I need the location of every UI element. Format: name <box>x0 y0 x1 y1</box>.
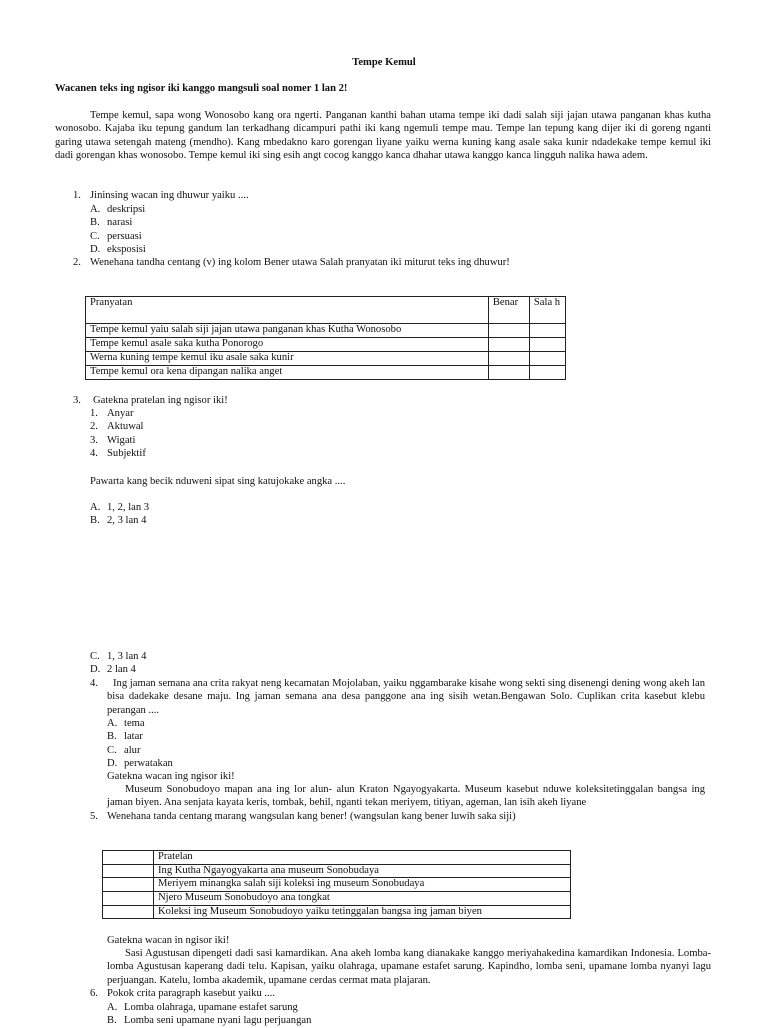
table-row <box>103 878 571 892</box>
q1-option-d[interactable]: D. eksposisi <box>90 243 146 255</box>
table-row <box>86 324 566 338</box>
list-item: 2. Aktuwal <box>90 421 144 433</box>
table-row <box>86 366 566 380</box>
q3-items <box>90 407 290 460</box>
list-item: 4. Subjektif <box>90 447 146 459</box>
passage-1: Tempe kemul, sapa wong Wonosobo kang ora ngerti. Panganan kanthi bahan utama tempe iki dadi salah siji jajan utawa panganan khas kutha wonosobo. Kajaba iku tepung gandum lan terkadhang dicampuri pathi iki kang ngemuli tempe mau. Tempe lan tepung kang dijer iki di goreng nganti garing utawa setengah mateng (mendho). Kang mbedakno karo gorengan liyane yaiku werna kuning kang asale saka kunir ndadekake tempe kemul iki dadi gorengan khas wonosobo. Tempe kemul iki sing esih angt cocog kanggo kanca dhahar utawa kanggo kanca lingguh nalika hawa adem. <box>55 110 711 161</box>
q3-text: Gatekna pratelan ing ngisor iki! <box>93 395 228 406</box>
table-cell-check[interactable] <box>103 892 154 906</box>
table-header-statement: Pranyatan <box>86 297 489 324</box>
q3-option-d[interactable]: D. 2 lan 4 <box>90 664 136 676</box>
table-row <box>86 352 566 366</box>
q6-text: Pokok crita paragraph kasebut yaiku .... <box>107 988 275 999</box>
table-cell-statement: Tempe kemul yaiu salah siji jajan utawa panganan khas Kutha Wonosobo <box>86 324 489 338</box>
passage-2: Museum Sonobudoyo mapan ana ing lor alun- alun Kraton Ngayogyakarta. Museum kasebut nduwe koleksitetinggalan bangsa ing jaman biyen. Ana senjata kayata keris, tombak, behil, nganti tekan meriyem, titiyan, ageman, lan isih akeh liyane <box>107 784 705 809</box>
q6-option-a[interactable]: A. Lomba olahraga, upamane estafet sarung <box>107 1002 298 1013</box>
instruction-2: Gatekna wacan ing ngisor iki! <box>107 771 235 782</box>
q4-option-d[interactable]: D. perwatakan <box>107 757 173 769</box>
table-row <box>103 864 571 878</box>
q4-option-a[interactable]: A. tema <box>107 718 145 729</box>
q3-option-a[interactable]: A. 1, 2, lan 3 <box>90 502 150 513</box>
q4-option-b[interactable]: B. latar <box>107 731 143 743</box>
list-item: 1. Anyar <box>90 408 134 419</box>
table-cell-statement: Koleksi ing Museum Sonobudoyo yaiku tetinggalan bangsa ing jaman biyen <box>154 905 571 919</box>
statement-table-2 <box>102 850 571 919</box>
table-cell-benar[interactable] <box>488 338 529 352</box>
q5-text: Wenehana tanda centang marang wangsulan kang bener! (wangsulan kang bener luwih saka siji) <box>107 811 516 822</box>
table-row <box>103 905 571 919</box>
table-header-row <box>86 297 566 324</box>
table-header-salah: Sala h <box>529 297 565 324</box>
q4-text: Ing jaman semana ana crita rakyat neng kecamatan Mojolaban, yaiku nggambarake kisahe wong sekti sing disenengi dening wong akeh lan bisa dadekake desane maju. Ing jaman semana ana desa panggone ana ing sisih wetan.Bengawan Solo. Cuplikan crita kasebut klebu perangan .... <box>107 678 705 716</box>
q6-number: 6. <box>90 988 98 999</box>
q4-options <box>107 717 307 770</box>
q1-option-b[interactable]: B. narasi <box>90 217 133 229</box>
table-cell-check[interactable] <box>103 878 154 892</box>
table-cell-check[interactable] <box>103 864 154 878</box>
instruction-1: Wacanen teks ing ngisor iki kanggo mangsuli soal nomer 1 lan 2! <box>55 83 348 94</box>
q1-option-a[interactable]: A. deskripsi <box>90 204 146 215</box>
instruction-3: Gatekna wacan in ngisor iki! <box>107 935 230 946</box>
q3-number: 3. <box>73 395 81 406</box>
table-cell-statement: Njero Museum Sonobudoyo ana tongkat <box>154 892 571 906</box>
passage-3: Sasi Agustusan dipengeti dadi sasi kamardikan. Ana akeh lomba kang dianakake kanggo meriyahakedina kamardikan Indonesia. Lomba- lomba Agustusan kaperang dadi telu. Kapisan, yaiku olahraga, upamane estafet sarung. Kapindho, lomba seni, upamane lomba nyanyi lagu perjuangan. Katelu, lomba akademik, upamane cerdas cermat mata plajaran. <box>107 948 711 986</box>
q3-option-b[interactable]: B. 2, 3 lan 4 <box>90 515 147 527</box>
q2-number: 2. <box>73 257 81 268</box>
q3-options-bottom <box>90 650 290 677</box>
q1-options <box>90 203 290 256</box>
list-item: 3. Wigati <box>90 434 136 446</box>
statement-table-1 <box>85 296 566 380</box>
table-cell-benar[interactable] <box>488 352 529 366</box>
table-header-row <box>103 851 571 865</box>
q1-text: Jininsing wacan ing dhuwur yaiku .... <box>90 190 249 201</box>
table-cell-salah[interactable] <box>529 366 565 380</box>
q4-number: 4. <box>90 678 98 689</box>
table-cell-salah[interactable] <box>529 324 565 338</box>
table-cell-benar[interactable] <box>488 324 529 338</box>
q5-number: 5. <box>90 811 98 822</box>
table-cell-statement: Tempe kemul asale saka kutha Ponorogo <box>86 338 489 352</box>
table-header-benar: Benar <box>488 297 529 324</box>
table-cell-statement: Werna kuning tempe kemul iku asale saka kunir <box>86 352 489 366</box>
q6-option-b[interactable]: B. Lomba seni upamane nyani lagu perjuangan <box>107 1015 312 1027</box>
q1-option-c[interactable]: C. persuasi <box>90 230 142 242</box>
table-cell-salah[interactable] <box>529 338 565 352</box>
page-title: Tempe Kemul <box>352 57 416 68</box>
table-cell-benar[interactable] <box>488 366 529 380</box>
table-cell-statement: Ing Kutha Ngayogyakarta ana museum Sonobudaya <box>154 864 571 878</box>
table-cell-statement: Meriyem minangka salah siji koleksi ing museum Sonobudaya <box>154 878 571 892</box>
q2-text: Wenehana tandha centang (v) ing kolom Bener utawa Salah pranyatan iki miturut teks ing dhuwur! <box>90 257 510 268</box>
table-row <box>103 892 571 906</box>
table-row <box>86 338 566 352</box>
q3-option-c[interactable]: C. 1, 3 lan 4 <box>90 651 147 662</box>
q1-number: 1. <box>73 190 81 201</box>
q3-options-top <box>90 501 290 528</box>
table-header-pratelan: Pratelan <box>154 851 571 865</box>
q4-option-c[interactable]: C. alur <box>107 744 141 756</box>
table-cell-statement: Tempe kemul ora kena dipangan nalika anget <box>86 366 489 380</box>
table-cell-salah[interactable] <box>529 352 565 366</box>
q3-prompt: Pawarta kang becik nduweni sipat sing katujokake angka .... <box>90 476 346 487</box>
table-cell-check[interactable] <box>103 905 154 919</box>
table-cell-check[interactable] <box>103 851 154 865</box>
